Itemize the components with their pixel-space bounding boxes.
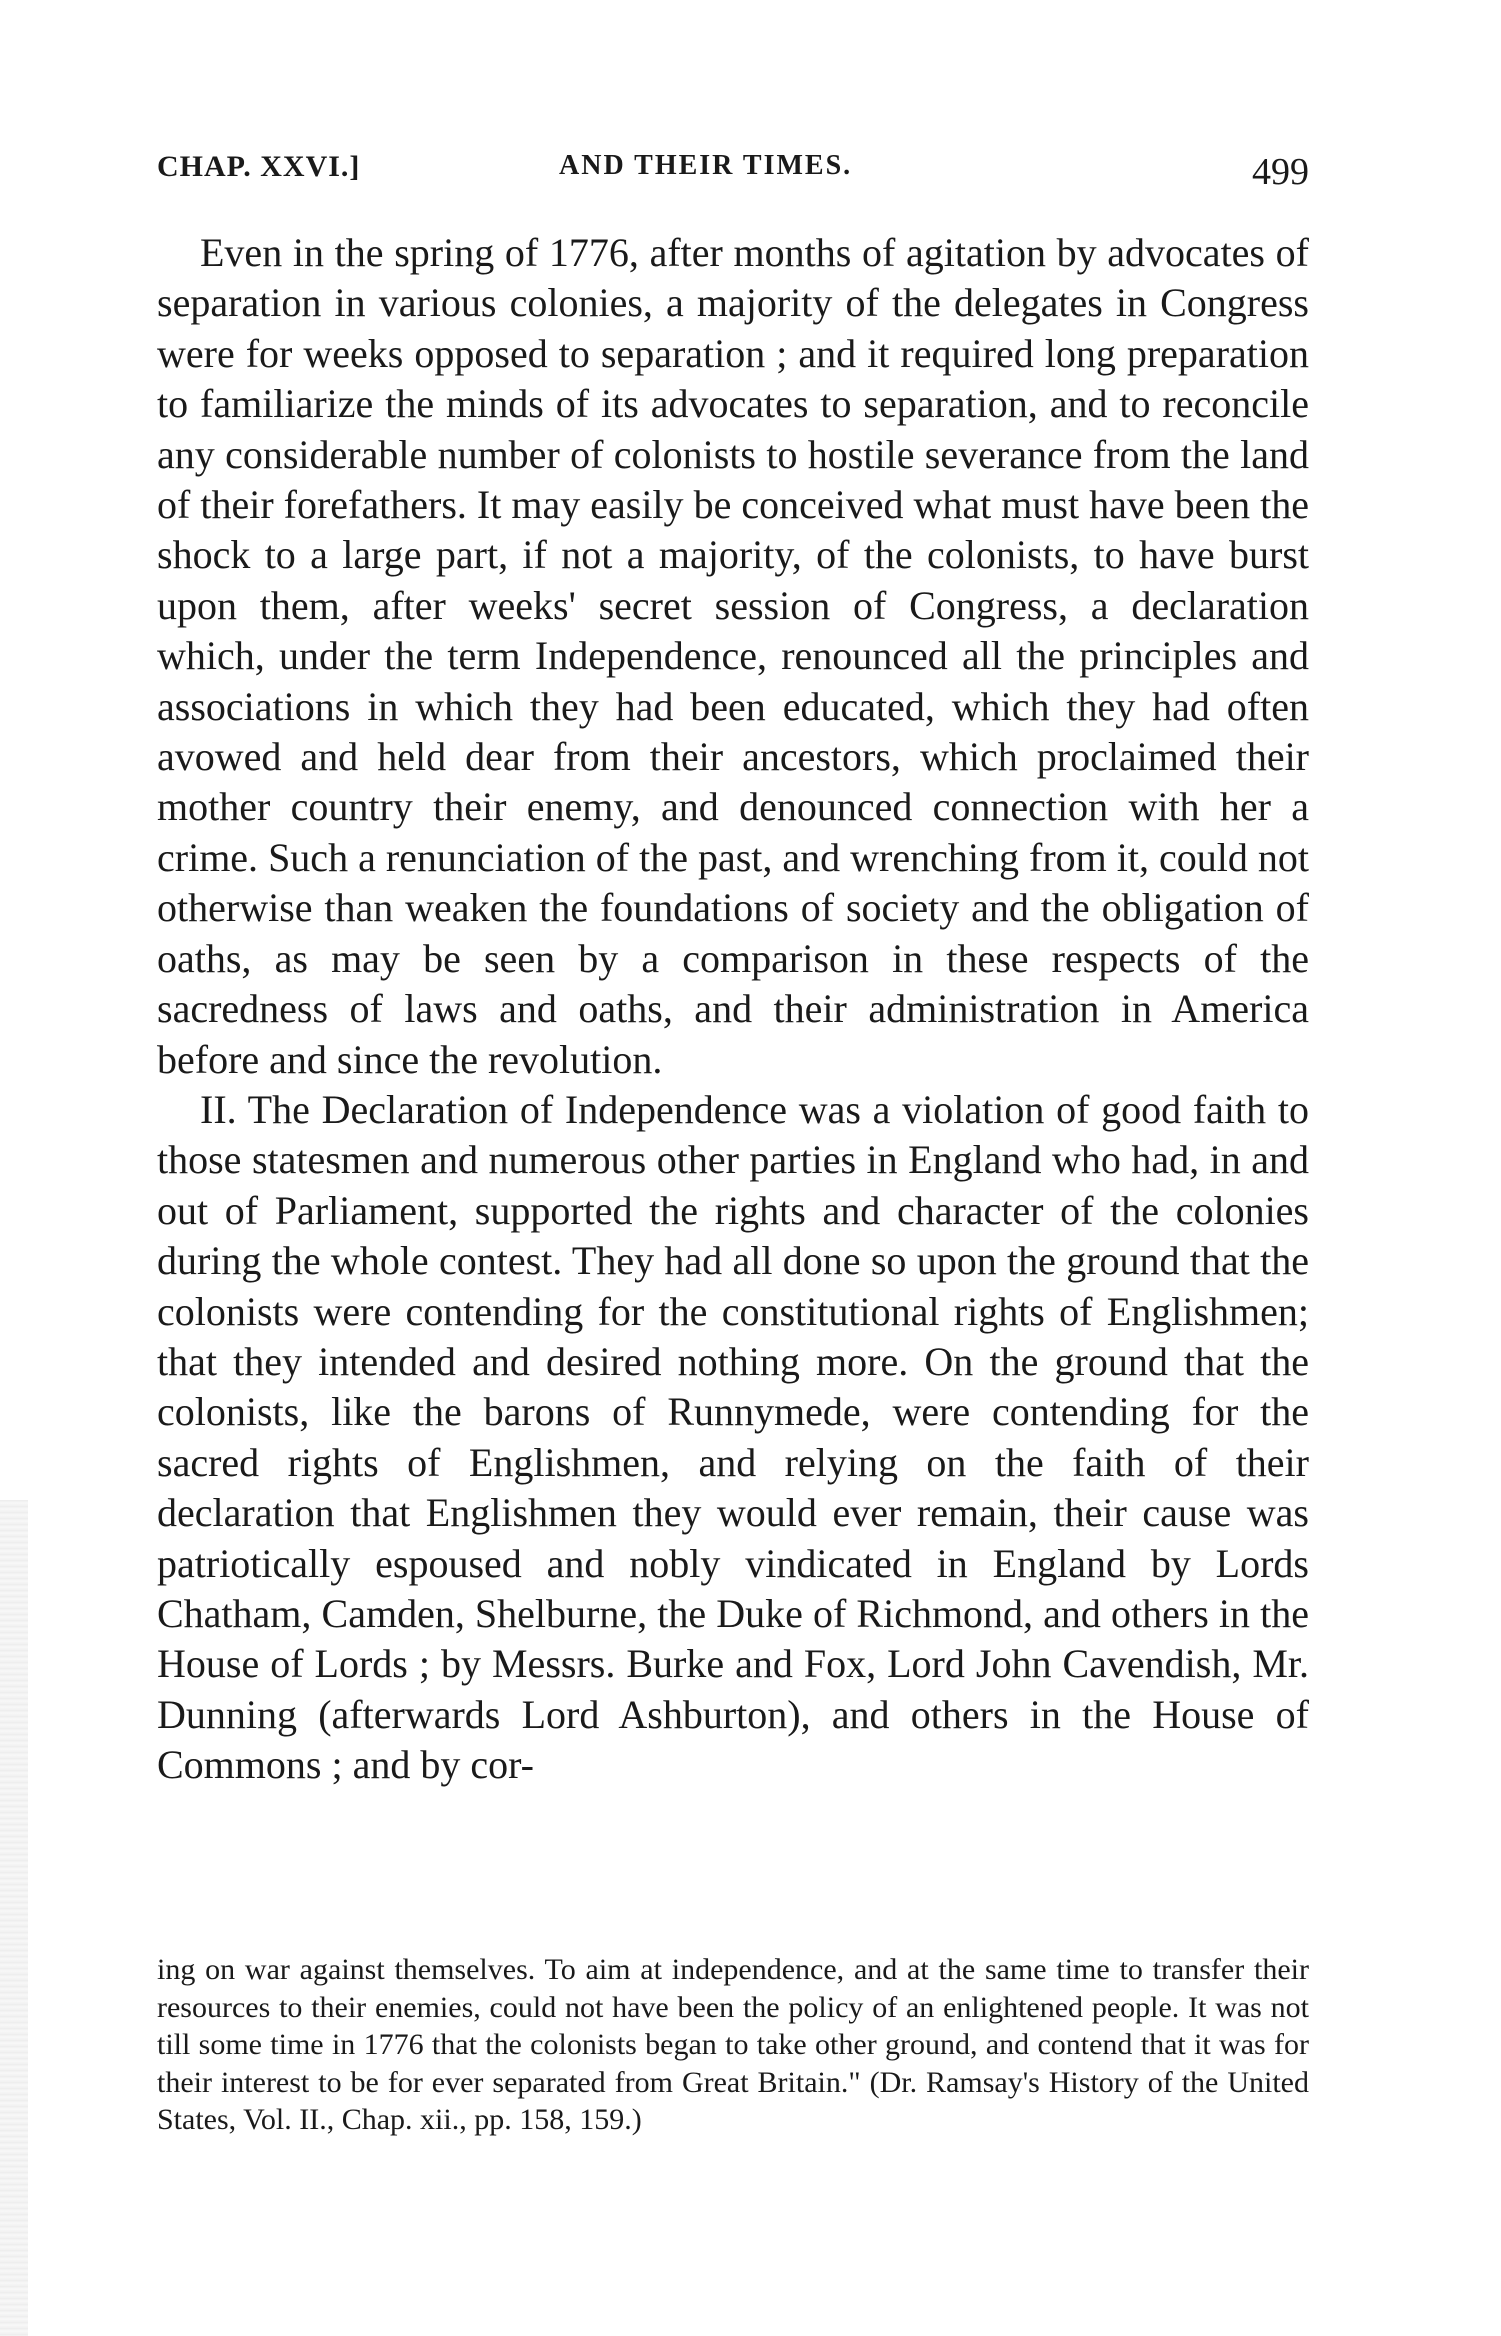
page-number: 499	[1252, 151, 1309, 193]
paragraph-2: II. The Declaration of Independence was a violation of good faith to those statesmen and numerous other parties in England who had, in and out of Parliament, supported the rights and character of the colonies during the whole contest. They had all done so upon the ground that the colonists were contending for the constitutional rights of Englishmen; that they intended and desired nothing more. On the ground that the colonists, like the barons of Runnymede, were contending for the sacred rights of Englishmen, and relying on the faith of their declaration that Englishmen they would ever remain, their cause was patriotically espoused and nobly vindicated in England by Lords Chatham, Camden, Shelburne, the Duke of Richmond, and others in the House of Lords ; by Messrs. Burke and Fox, Lord John Cavendish, Mr. Dunning (afterwards Lord Ashburton), and others in the House of Commons ; and by cor-	[157, 1086, 1309, 1788]
scan-edge-shading	[0, 1500, 28, 2336]
main-text	[157, 228, 1309, 1791]
paragraph-1: Even in the spring of 1776, after months of agitation by advocates of separation in various colonies, a majority of the delegates in Congress were for weeks opposed to separation ; and it required long preparation to familiarize the minds of its advocates to separation, and to reconcile any considerable number of colonists to hostile severance from the land of their forefathers. It may easily be conceived what must have been the shock to a large part, if not a majority, of the colonists, to have burst upon them, after weeks' secret session of Congress, a declaration which, under the term Independence, renounced all the principles and associations in which they had been educated, which they had often avowed and held dear from their ancestors, which proclaimed their mother country their enemy, and denounced connection with her a crime. Such a renunciation of the past, and wrenching from it, could not otherwise than weaken the foundations of society and the obligation of oaths, as may be seen by a comparison in these respects of the sacredness of laws and oaths, and their administration in America before and since the revolution.	[157, 230, 1309, 1082]
chapter-label: CHAP. XXVI.]	[157, 150, 361, 183]
running-title: AND THEIR TIMES.	[559, 150, 853, 181]
running-header	[157, 150, 1309, 198]
footnote: ing on war against themselves. To aim at independence, and at the same time to transfer their resources to their enemies, could not have been the policy of an enlightened people. It was not till some time in 1776 that the colonists began to take other ground, and contend that it was for their interest to be for ever separated from Great Britain." (Dr. Ramsay's History of the United States, Vol. II., Chap. xii., pp. 158, 159.)	[157, 1953, 1309, 2137]
